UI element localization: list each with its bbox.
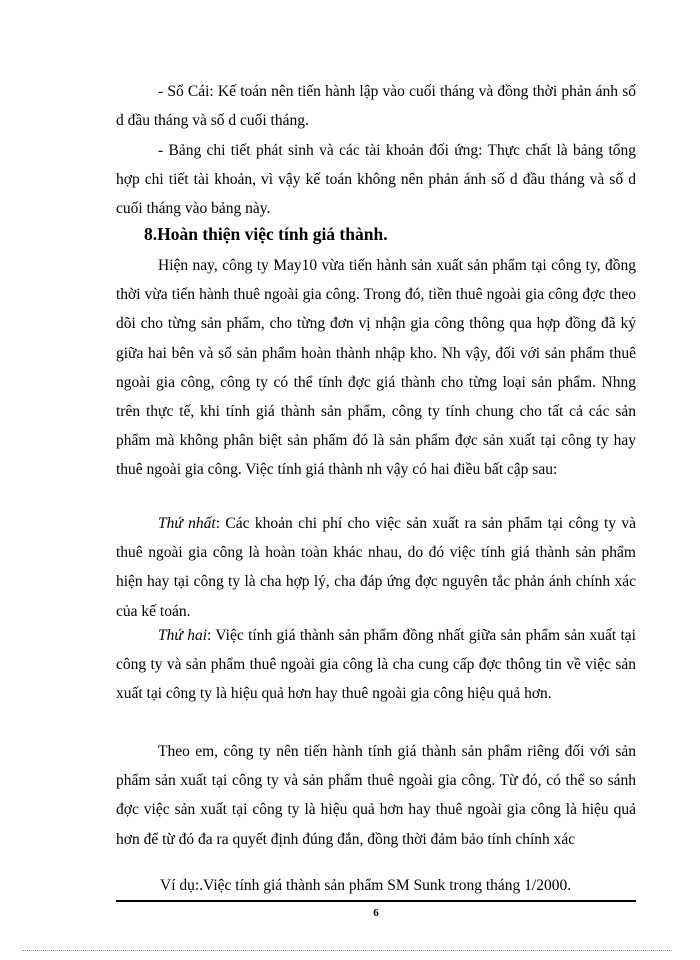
first-point-text: : Các khoản chi phí cho việc sản xuất ra sản phẩm tại công ty và thuê ngoài gia công là hoàn toàn khác nhau, do đó việc tính giá thành sản phẩm hiện hay tại công ty là cha hợp lý, cha đáp ứng đợc nguyên tắc phản ánh chính xác của kế toán. xyxy=(116,515,636,620)
second-point-text: : Việc tính giá thành sản phẩm đồng nhất giữa sản phẩm sản xuất tại công ty và sản phẩm thuê ngoài gia công là cha cung cấp đợc thông tin về việc sản xuất tại công ty là hiệu quả hơn hay thuê ngoài gia công hiệu quả hơn. xyxy=(116,627,636,703)
footer-rule xyxy=(116,900,636,902)
second-point-label: Thứ hai xyxy=(158,627,207,644)
section-heading: 8.Hoàn thiện việc tính giá thành. xyxy=(144,224,388,244)
intro-paragraph: Hiện nay, công ty May10 vừa tiến hành sản xuất sản phẩm tại công ty, đồng thời vừa tiến hành thuê ngoài gia công. Trong đó, tiền thuê ngoài gia công đợc theo dõi cho từng sản phẩm, cho từng đơn vị nhận gia công thông qua hợp đồng đã ký giữa hai bên và số sản phẩm hoàn thành nhập kho. Nh vậy, đối với sản phẩm thuê ngoài gia công, công ty có thể tính đợc giá thành cho từng loại sản phẩm. Nhng trên thực tế, khi tính giá thành sản phẩm, công ty tính chung cho tất cả các sản phẩm mà không phân biệt sản phẩm đó là sản phẩm đợc sản xuất tại công ty hay thuê ngoài gia công. Việc tính giá thành nh vậy có hai điều bất cập sau: xyxy=(116,257,636,479)
first-point-label: Thứ nhất xyxy=(158,515,216,532)
conclusion-paragraph: Theo em, công ty nên tiến hành tính giá thành sản phẩm riêng đối với sản phẩm sản xuất tại công ty và sản phẩm thuê ngoài gia công. Từ đó, có thể so sánh đợc việc sản xuất tại công ty là hiệu quả hơn hay thuê ngoài gia công là hiệu quả hơn để từ đó đa ra quyết định đúng đắn, đồng thời đảm bảo tính chính xác xyxy=(116,743,636,848)
example-caption: Ví dụ:.Việc tính giá thành sản phẩm SM Sunk trong tháng 1/2000. xyxy=(160,877,572,894)
page-number: 6 xyxy=(373,907,379,919)
page-bottom-border xyxy=(22,950,672,951)
bullet-bang-chi-tiet: - Bảng chi tiết phát sinh và các tài khoản đối ứng: Thực chất là bảng tổng hợp chi tiết tài khoản, vì vậy kế toán không nên phản ánh số d đầu tháng và số d cuối tháng vào bảng này. xyxy=(116,142,636,218)
second-point-paragraph xyxy=(116,621,636,709)
bullet-so-cai: - Sổ Cái: Kế toán nên tiến hành lập vào cuối tháng và đồng thời phản ánh số d đầu tháng và số d cuối tháng. xyxy=(116,83,636,130)
first-point-paragraph xyxy=(116,509,636,626)
